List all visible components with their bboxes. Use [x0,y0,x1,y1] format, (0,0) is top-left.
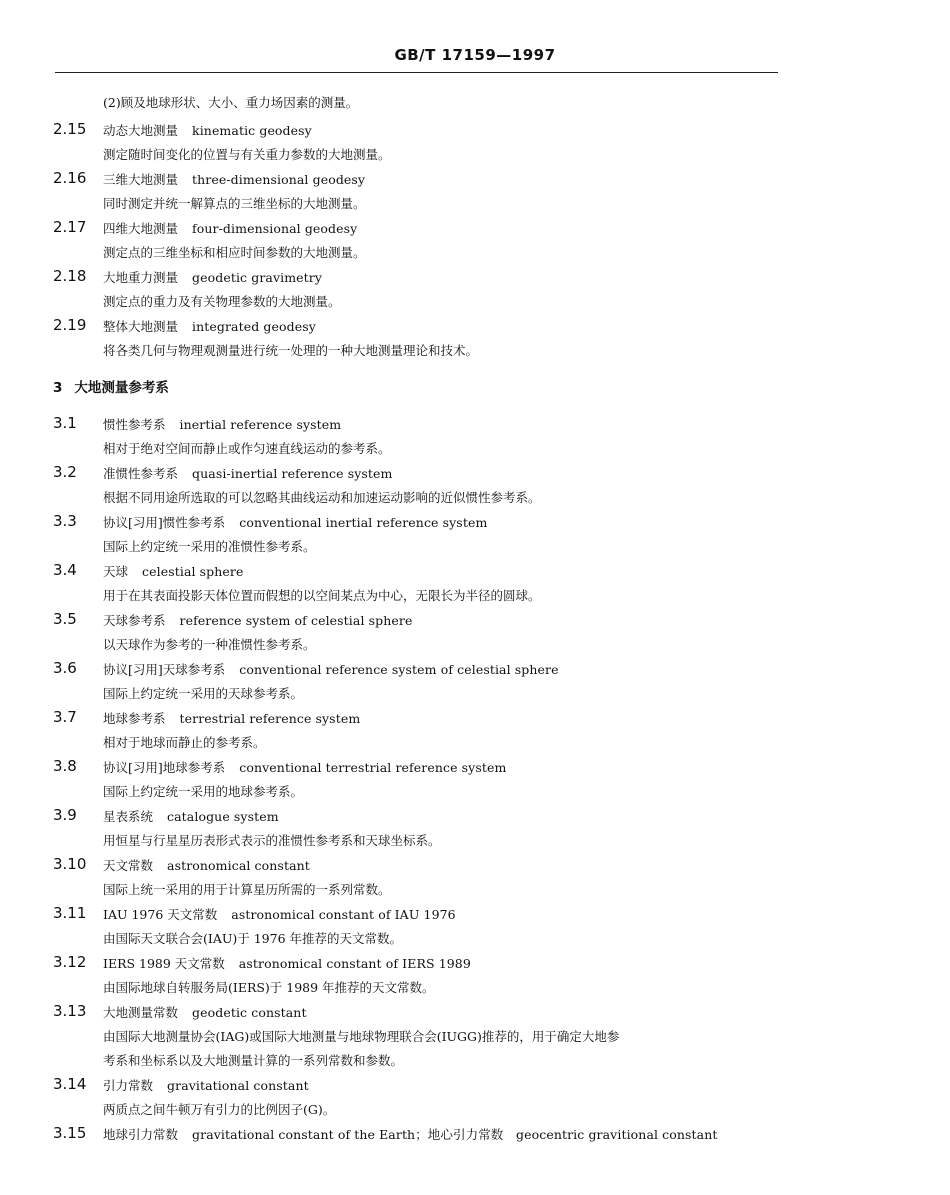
entry-number: 3.10 [53,855,87,873]
term-english: geodetic gravimetry [192,270,323,285]
entry-definition: 用于在其表面投影天体位置而假想的以空间某点为中心，无限长为半径的圆球。 [103,588,541,603]
entry-term [103,660,559,678]
entry-term [103,1076,309,1094]
entry-number: 2.15 [53,120,87,138]
term-english: astronomical constant of IERS 1989 [238,956,471,971]
entry-definition: 由国际大地测量协会(IAG)或国际大地测量与地球物理联合会(IUGG)推荐的，用于确定大地参 [103,1029,620,1044]
term-chinese: 四维大地测量 [103,221,179,236]
term-chinese: 协议[习用]天球参考系 [103,662,226,677]
entry-definition: 以天球作为参考的一种准惯性参考系。 [103,637,316,652]
entry-definition: 国际上统一采用的用于计算星历所需的一系列常数。 [103,882,391,897]
entry-number: 2.17 [53,218,87,236]
term-english: celestial sphere [142,564,244,579]
entry-definition: 相对于地球而静止的参考系。 [103,735,266,750]
entry-term [103,464,392,482]
entry-definition: 国际上约定统一采用的天球参考系。 [103,686,304,701]
entry-number: 2.19 [53,316,87,334]
entry-number: 2.18 [53,267,87,285]
term-chinese: 天球参考系 [103,613,166,628]
entry-definition: 测定点的三维坐标和相应时间参数的大地测量。 [103,245,366,260]
entry-term [103,317,316,335]
term-chinese: 大地重力测量 [103,270,179,285]
term-english: reference system of celestial sphere [179,613,413,628]
term-chinese: 准惯性参考系 [103,466,179,481]
section-title: 大地测量参考系 [74,380,169,396]
entry-number: 3.14 [53,1075,87,1093]
entry-term [103,709,360,727]
entry-term [103,905,456,923]
section-number: 3 [53,380,63,396]
term-english: astronomical constant of IAU 1976 [231,907,456,922]
entry-term [103,268,322,286]
entry-number: 3.9 [53,806,77,824]
term-chinese: 动态大地测量 [103,123,179,138]
entry-definition: 两质点之间牛顿万有引力的比例因子(G)。 [103,1102,336,1117]
entry-definition: 将各类几何与物理观测量进行统一处理的一种大地测量理论和技术。 [103,343,479,358]
term-english: gravitational constant [167,1078,309,1093]
entry-number: 3.1 [53,414,77,432]
entry-definition: 同时测定并统一解算点的三维坐标的大地测量。 [103,196,366,211]
entry-term [103,513,487,531]
term-chinese: IERS 1989 天文常数 [103,956,225,971]
term-english: catalogue system [167,809,279,824]
term-chinese: 地球引力常数 [103,1127,179,1142]
entry-number: 2.16 [53,169,87,187]
entry-definition: 测定点的重力及有关物理参数的大地测量。 [103,294,341,309]
entry-definition: 国际上约定统一采用的准惯性参考系。 [103,539,316,554]
entry-number: 3.4 [53,561,77,579]
entry-number: 3.2 [53,463,77,481]
entry-term [103,1125,718,1143]
entry-term [103,954,471,972]
term-chinese: 星表系统 [103,809,154,824]
term-english: conventional reference system of celestial sphere [239,662,559,677]
entry-definition: 相对于绝对空间而静止或作匀速直线运动的参考系。 [103,441,391,456]
entry-number: 3.3 [53,512,77,530]
term-english: astronomical constant [167,858,310,873]
entry-number: 3.13 [53,1002,87,1020]
entry-definition: 根据不同用途所选取的可以忽略其曲线运动和加速运动影响的近似惯性参考系。 [103,490,541,505]
entry-number: 3.12 [53,953,87,971]
term-chinese: IAU 1976 天文常数 [103,907,218,922]
entry-definition: 用恒星与行星星历表形式表示的准惯性参考系和天球坐标系。 [103,833,441,848]
entry-term [103,758,506,776]
entry-term [103,807,279,825]
term-english: conventional inertial reference system [239,515,488,530]
term-chinese: 天球 [103,564,129,579]
header-rule [55,72,778,73]
entry-definition: 由国际地球自转服务局(IERS)于 1989 年推荐的天文常数。 [103,980,435,995]
term-english: integrated geodesy [192,319,316,334]
term-chinese: 惯性参考系 [103,417,166,432]
entry-term [103,219,357,237]
term-chinese: 天文常数 [103,858,154,873]
entry-term [103,121,312,139]
section-heading [53,376,169,396]
term-english: conventional terrestrial reference system [239,760,507,775]
term-english: quasi-inertial reference system [192,466,393,481]
term-english: three-dimensional geodesy [192,172,366,187]
entry-term [103,1003,307,1021]
continuation-line: (2)顾及地球形状、大小、重力场因素的测量。 [103,95,359,110]
term-chinese: 协议[习用]惯性参考系 [103,515,226,530]
entry-number: 3.5 [53,610,77,628]
term-chinese: 地球参考系 [103,711,166,726]
entry-number: 3.8 [53,757,77,775]
term-chinese: 引力常数 [103,1078,154,1093]
term-english: inertial reference system [179,417,342,432]
term-chinese: 协议[习用]地球参考系 [103,760,226,775]
term-english: gravitational constant of the Earth；地心引力常数 geocentric gravitional constant [192,1127,718,1142]
term-english: four-dimensional geodesy [192,221,358,236]
term-english: kinematic geodesy [192,123,312,138]
entry-definition: 由国际天文联合会(IAU)于 1976 年推荐的天文常数。 [103,931,403,946]
entry-number: 3.11 [53,904,87,922]
entry-term [103,415,341,433]
entry-number: 3.6 [53,659,77,677]
term-chinese: 整体大地测量 [103,319,179,334]
term-chinese: 大地测量常数 [103,1005,179,1020]
entry-term [103,170,365,188]
entry-definition: 测定随时间变化的位置与有关重力参数的大地测量。 [103,147,391,162]
term-chinese: 三维大地测量 [103,172,179,187]
entry-term [103,562,244,580]
entry-term [103,611,412,629]
entry-definition: 国际上约定统一采用的地球参考系。 [103,784,304,799]
entry-definition-continued: 考系和坐标系以及大地测量计算的一系列常数和参数。 [103,1053,404,1068]
entry-term [103,856,310,874]
term-english: terrestrial reference system [179,711,361,726]
entry-number: 3.7 [53,708,77,726]
entry-number: 3.15 [53,1124,87,1142]
term-english: geodetic constant [192,1005,307,1020]
page-header: GB/T 17159—1997 [394,46,556,64]
